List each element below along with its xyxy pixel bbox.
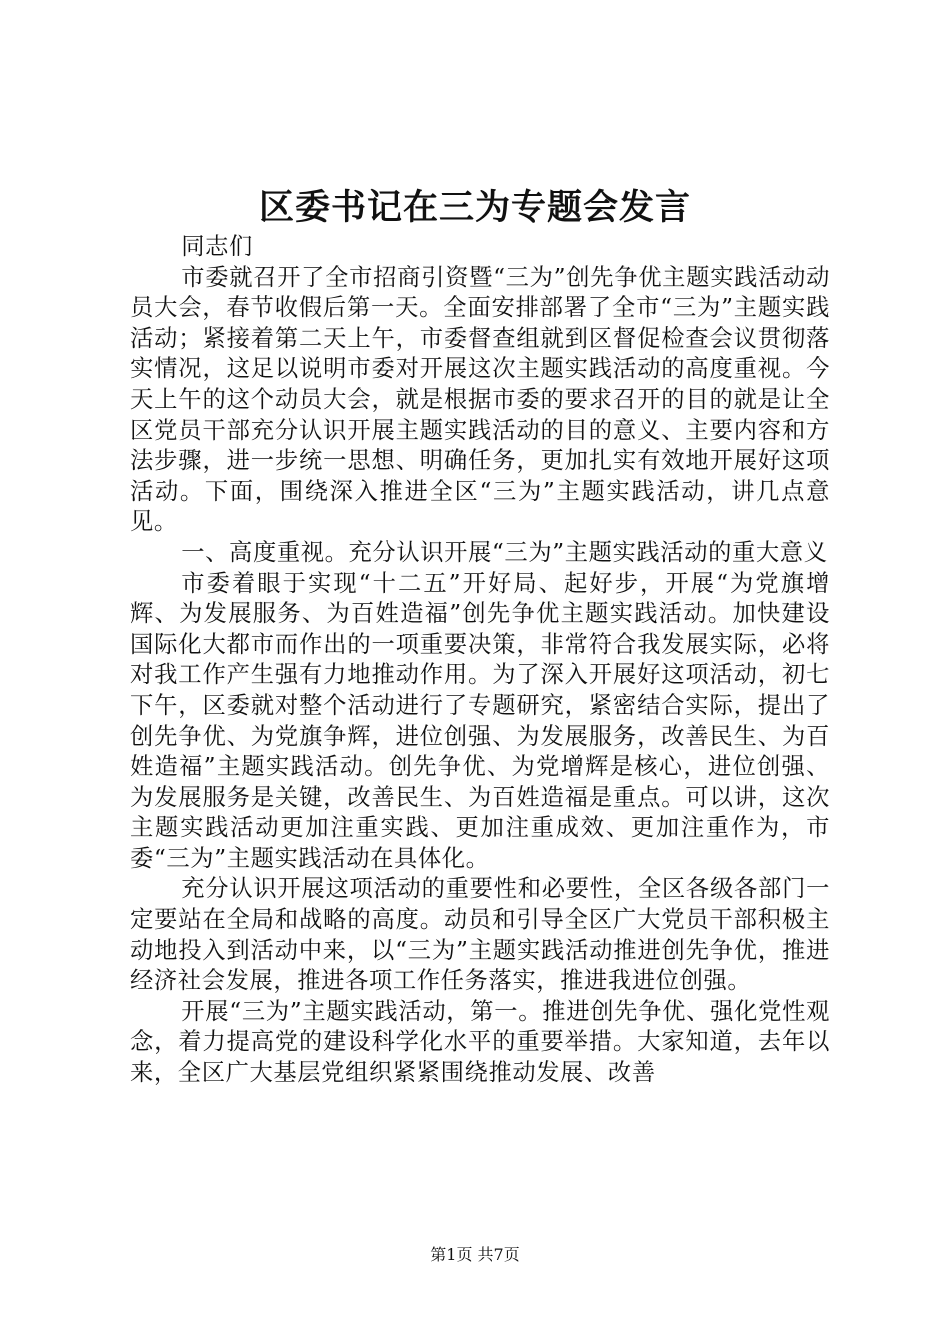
salutation-paragraph: 同志们 (181, 233, 253, 260)
document-title: 区委书记在三为专题会发言 (258, 187, 691, 228)
body-paragraph: 充分认识开展这项活动的重要性和必要性，全区各级各部门一定要站在全局和战略的高度。动员和引导全区广大党员干部积极主动地投入到活动中来，以“三为”主题实践活动推进创先争优，推进经济社会发展，推进各项工作任务落实，推进我进位创强。 (130, 875, 830, 995)
body-paragraph: 市委着眼于实现“十二五”开好局、起好步，开展“为党旗增辉、为发展服务、为百姓造福”创先争优主题实践活动。加快建设国际化大都市而作出的一项重要决策，非常符合我发展实际，必将对我工作产生强有力地推动作用。为了深入开展好这项活动，初七下午，区委就对整个活动进行了专题研究，紧密结合实际，提出了创先争优、为党旗争辉，进位创强、为发展服务，改善民生、为百姓造福”主题实践活动。创先争优、为党增辉是核心，进位创强、为发展服务是关键，改善民生、为百姓造福是重点。可以讲，这次主题实践活动更加注重实践、更加注重成效、更加注重作为，市委“三为”主题实践活动在具体化。 (130, 569, 830, 872)
document-body (130, 232, 830, 1089)
section-heading: 一、高度重视。充分认识开展“三为”主题实践活动的重大意义 (181, 538, 828, 566)
page-number-footer: 第1页 共7页 (430, 1245, 520, 1264)
body-paragraph: 市委就召开了全市招商引资暨“三为”创先争优主题实践活动动员大会，春节收假后第一天。全面安排部署了全市“三为”主题实践活动；紧接着第二天上午，市委督查组就到区督促检查会议贯彻落实情况，这足以说明市委对开展这次主题实践活动的高度重视。今天上午的这个动员大会，就是根据市委的要求召开的目的就是让全区党员干部充分认识开展主题实践活动的目的意义、主要内容和方法步骤，进一步统一思想、明确任务，更加扎实有效地开展好这项活动。下面，围绕深入推进全区“三为”主题实践活动，讲几点意见。 (130, 263, 830, 536)
body-paragraph: 开展“三为”主题实践活动，第一。推进创先争优、强化党性观念，着力提高党的建设科学化水平的重要举措。大家知道，去年以来，全区广大基层党组织紧紧围绕推动发展、改善 (130, 997, 830, 1087)
